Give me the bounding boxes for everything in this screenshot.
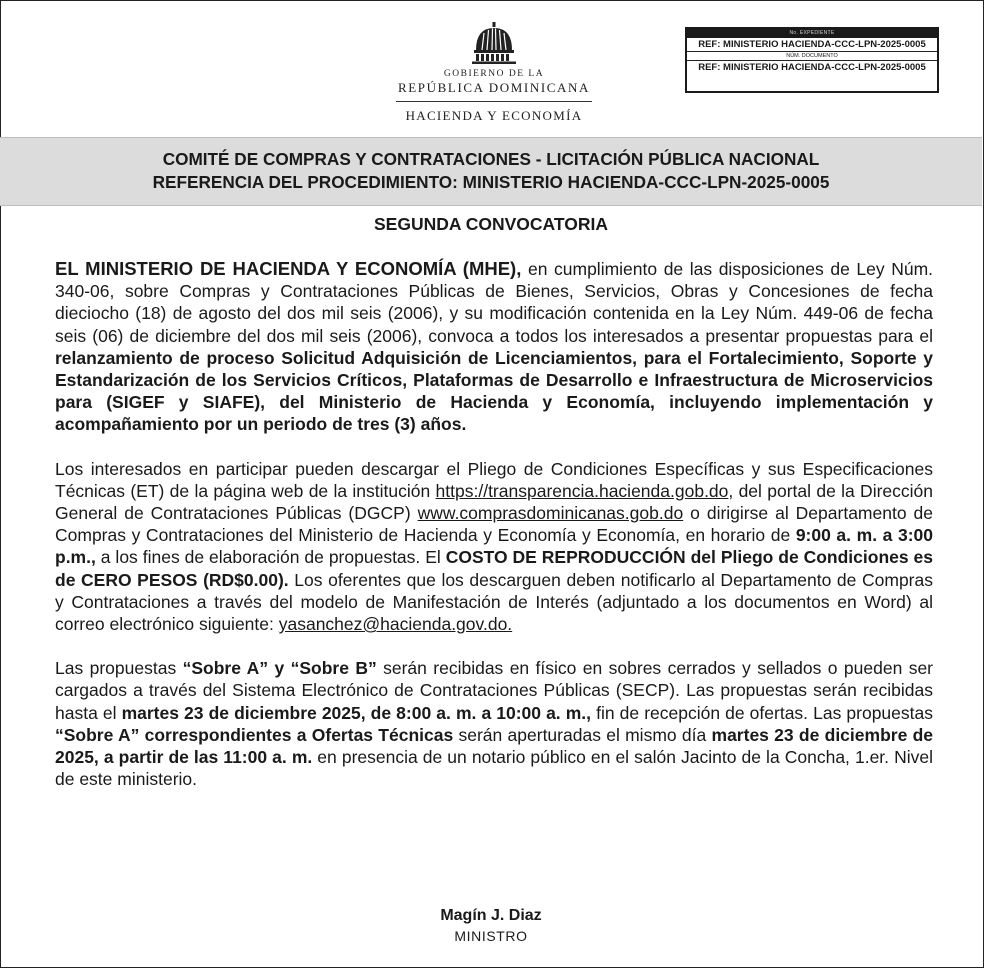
reference-box <box>685 27 939 93</box>
gov-line-3: HACIENDA Y ECONOMÍA <box>405 108 583 123</box>
p2-hours: 9:00 a. m. a 3:00 p.m., <box>55 525 934 568</box>
gov-line-1: GOBIERNO DE LA <box>443 69 545 79</box>
p2-text-c: o dirigirse al Departamento de Compras y Contrataciones del Ministerio de Hacienda y Economía y Economía, en horario de <box>55 503 933 546</box>
subtitle: SEGUNDA CONVOCATORIA <box>374 214 608 234</box>
title-line-1: COMITÉ DE COMPRAS Y CONTRATACIONES - LICITACIÓN PÚBLICA NACIONAL <box>162 149 820 169</box>
p3-text-c: serán recibidas en físico en sobres cerrados y sellados o pueden ser cargados a través del Sistema Electrónico de Contrataciones Públicas (SECP). Las propuestas serán recibidas hasta el <box>55 658 934 723</box>
title-line-2: REFERENCIA DEL PROCEDIMIENTO: MINISTERIO HACIENDA-CCC-LPN-2025-0005 <box>152 172 830 192</box>
email-link[interactable]: yasanchez@hacienda.gov.do. <box>278 614 513 635</box>
p2-cost: COSTO DE REPRODUCCIÓN del Pliego de Condiciones es de CERO PESOS (RD$0.00). <box>55 547 934 590</box>
title-band <box>0 137 982 206</box>
ref-label-2: NÚM. DOCUMENTO <box>687 51 937 61</box>
p3-opening: martes 23 de diciembre de 2025, a partir de las 11:00 a. m. <box>55 724 933 768</box>
p3-text-i: en presencia de un notario público en el salón Jacinto de la Concha, 1.er. Nivel de este ministerio. <box>55 747 933 790</box>
dome-emblem-icon <box>471 22 517 64</box>
notice-body <box>55 258 933 790</box>
p2-text-b: , del portal de la Dirección General de Contrataciones Públicas (DGCP) <box>55 480 933 524</box>
ref-value-1: REF: MINISTERIO HACIENDA-CCC-LPN-2025-0005 <box>698 39 926 50</box>
signatory-name: Magín J. Diaz <box>440 907 542 924</box>
paragraph-3 <box>55 657 933 790</box>
p1-text: en cumplimiento de las disposiciones de Ley Núm. 340-06, sobre Compras y Contrataciones Públicas de Bienes, Servicios, Obras y Concesiones de fecha dieciocho (18) de agosto del dos mil seis (2006), y su modificación contenida en la Ley Núm. 449-06 de fecha seis (06) de diciembre del dos mil seis (2006), convoca a todos los interesados a presentar propuestas para el <box>55 259 934 346</box>
ref-label-1: No. EXPEDIENTE <box>687 29 937 38</box>
p3-sobres: “Sobre A” y “Sobre B” <box>182 658 377 679</box>
p3-text-g: serán aperturadas el mismo día <box>453 724 712 745</box>
p3-deadline: martes 23 de diciembre 2025, de 8:00 a. m. a 10:00 a. m., <box>121 702 592 723</box>
p1-lead: EL MINISTERIO DE HACIENDA Y ECONOMÍA (MHE), <box>55 258 522 279</box>
p2-text-a: Los interesados en participar pueden descargar el Pliego de Condiciones Específicas y sus Especificaciones Técnicas (ET) de la página web de la institución <box>55 458 933 501</box>
government-logo <box>380 22 608 124</box>
transparencia-link[interactable]: https://transparencia.hacienda.gob.do <box>435 480 729 501</box>
p2-text-g: Los oferentes que los descarguen deben notificarlo al Departamento de Compras y Contrataciones a través del modelo de Manifestación de Interés (adjuntado a los documentos en Word) al correo electrónico siguiente: <box>55 569 933 635</box>
paragraph-1 <box>55 258 933 436</box>
header <box>0 0 982 136</box>
signature-block <box>0 906 982 946</box>
p2-text-e: a los fines de elaboración de propuestas. El <box>95 547 446 568</box>
p3-text-e: fin de recepción de ofertas. Las propuestas <box>591 702 933 723</box>
paragraph-2 <box>55 458 933 636</box>
compras-link[interactable]: www.comprasdominicanas.gob.do <box>417 503 684 524</box>
logo-divider <box>396 101 592 102</box>
p3-text-a: Las propuestas <box>55 658 183 679</box>
signatory-role: MINISTRO <box>454 928 528 944</box>
p3-sobre-a: “Sobre A” correspondientes a Ofertas Técnicas <box>55 724 454 745</box>
gov-line-2: REPÚBLICA DOMINICANA <box>398 80 590 95</box>
p1-subject: relanzamiento de proceso Solicitud Adquisición de Licenciamientos, para el Fortalecimiento, Soporte y Estandarización de los Servicios Críticos, Plataformas de Desarrollo e Infraestructura de Microservicios para (SIGEF y SIAFE), del Ministerio de Hacienda y Economía, incluyendo implementación y acompañamiento por un periodo de tres (3) años. <box>55 347 933 435</box>
ref-value-2: REF: MINISTERIO HACIENDA-CCC-LPN-2025-0005 <box>698 62 926 73</box>
